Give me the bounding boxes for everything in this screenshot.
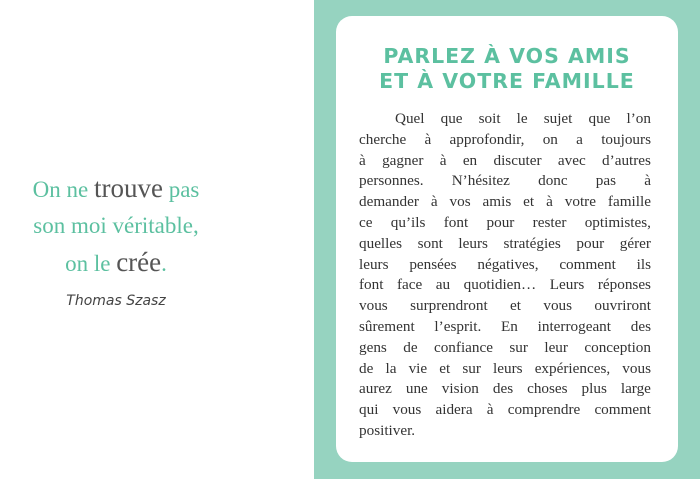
quote-text: . [161,251,167,276]
body-line: vous surprendront et vous ouvriront [359,297,651,315]
body-line: demander à vos amis et à votre famille [359,193,651,211]
title-line: ET À VOTRE FAMILLE [379,69,635,93]
quote-text: on le [65,251,117,276]
quote-author: Thomas Szasz [66,293,166,309]
advice-panel [314,0,700,479]
quote-text: son moi véritable, [33,213,199,238]
quote-text: On ne [32,177,94,202]
quote-page [0,0,314,479]
body-line: leurs pensées négatives, comment ils [359,255,651,273]
quote-emphasis: crée [116,247,162,277]
body-line: positiver. [359,421,416,439]
body-line: à gagner à en discuter avec d’autres [359,151,651,169]
body-line: personnes. N’hésitez donc pas à [359,172,651,190]
card-body [359,109,651,442]
body-line: qui vous aidera à comprendre comment [359,401,651,419]
quote-emphasis: trouve [93,173,163,203]
body-line: de la vie et sur leurs expériences, vous [359,359,651,377]
quote [0,170,232,282]
body-line: cherche à approfondir, on a toujours [359,130,651,148]
advice-card [336,16,678,462]
body-line: ce qu’ils font pour rester optimistes, [359,213,651,231]
body-line: font face au quotidien… Leurs réponses [359,276,651,294]
body-line: aurez une vision des choses plus large [359,380,651,398]
quote-text: pas [162,177,200,202]
title-line: PARLEZ À VOS AMIS [383,44,631,68]
body-line: sûrement l’esprit. En interrogeant des [359,317,651,335]
card-title [336,44,678,94]
body-line: gens de confiance sur leur conception [359,338,651,356]
body-line: Quel que soit le sujet que l’on [395,110,651,127]
body-line: quelles sont leurs stratégies pour gérer [359,234,651,252]
